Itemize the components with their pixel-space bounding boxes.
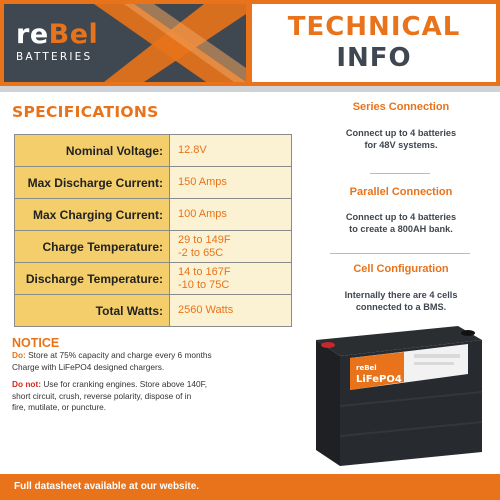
spec-value: [170, 263, 292, 295]
notice-donot-line: [12, 379, 302, 391]
spec-row: [15, 295, 292, 327]
spec-value: [170, 231, 292, 263]
specifications-table: [14, 134, 292, 327]
spec-row: [15, 231, 292, 263]
donot-text-1: Use for cranking engines. Store above 140F,: [41, 379, 208, 389]
title-info: INFO: [336, 43, 412, 73]
header: [0, 0, 500, 86]
notice-title: NOTICE: [12, 336, 60, 350]
brand-re: re: [16, 19, 49, 50]
brand-sub: BATTERIES: [16, 51, 93, 63]
do-label: Do:: [12, 350, 26, 360]
battery-image: [298, 318, 486, 468]
notice: [12, 336, 302, 414]
battery-chem: LiFePO4: [356, 374, 402, 385]
spec-label: Max Charging Current:: [15, 199, 170, 231]
notice-do-line: [12, 350, 302, 362]
footer-bar: [0, 474, 500, 500]
spec-row: [15, 199, 292, 231]
spec-row: [15, 167, 292, 199]
notice-donot-line-2: short circuit, crush, reverse polarity, dispose of in: [12, 390, 192, 401]
spec-value-text: 2560 Watts: [178, 304, 234, 316]
logo-panel: [4, 4, 246, 82]
spec-value-text: 14 to 167F: [178, 265, 231, 278]
battery-brand: reBel: [356, 364, 377, 372]
specifications-heading: SPECIFICATIONS: [12, 103, 159, 121]
parallel-text-1: Connect up to 4 batteries: [345, 212, 457, 222]
cell-text-1: Internally there are 4 cells: [344, 290, 458, 300]
spec-value-text: 29 to 149F: [178, 233, 231, 246]
title-technical: TECHNICAL: [287, 12, 461, 42]
series-text-1: Connect up to 4 batteries: [345, 128, 457, 138]
spec-label: Discharge Temperature:: [15, 263, 170, 295]
spec-value-text: 100 Amps: [178, 208, 227, 220]
spec-value: [170, 295, 292, 327]
spec-label: Total Watts:: [15, 295, 170, 327]
spec-value-text-2: -2 to 65C: [178, 246, 224, 259]
notice-do-line-2: Charge with LiFePO4 designed chargers.: [12, 361, 165, 372]
do-text-1: Store at 75% capacity and charge every 6 months: [25, 350, 212, 360]
parallel-section: [316, 186, 486, 235]
section-divider: [330, 253, 470, 254]
cell-section: [316, 263, 486, 313]
section-divider: [370, 173, 430, 174]
spec-label: Charge Temperature:: [15, 231, 170, 263]
spec-value: [170, 167, 292, 199]
spec-value-text: 150 Amps: [178, 176, 227, 188]
parallel-heading: Parallel Connection: [349, 186, 453, 198]
spec-value: [170, 135, 292, 167]
series-section: [316, 101, 486, 151]
spec-label: Nominal Voltage:: [15, 135, 170, 167]
cell-text-2: connected to a BMS.: [355, 302, 447, 312]
divider-strip: [0, 86, 500, 92]
spec-row: [15, 263, 292, 295]
spec-value-text-2: -10 to 75C: [178, 278, 230, 291]
spec-label: Max Discharge Current:: [15, 167, 170, 199]
cell-heading: Cell Configuration: [353, 263, 449, 275]
notice-donot-line-3: fire, mutilate, or puncture.: [12, 402, 107, 412]
parallel-text-2: to create a 800AH bank.: [349, 224, 453, 234]
brand-bel: Bel: [48, 19, 99, 50]
spec-value: [170, 199, 292, 231]
title-panel: [252, 4, 496, 82]
brand-logo: [16, 20, 98, 63]
footer-text: Full datasheet available at our website.: [14, 481, 200, 492]
spec-value-text: 12.8V: [178, 144, 207, 156]
donot-label: Do not:: [12, 379, 42, 389]
spec-row: [15, 135, 292, 167]
series-heading: Series Connection: [352, 101, 450, 113]
series-text-2: for 48V systems.: [364, 140, 438, 150]
